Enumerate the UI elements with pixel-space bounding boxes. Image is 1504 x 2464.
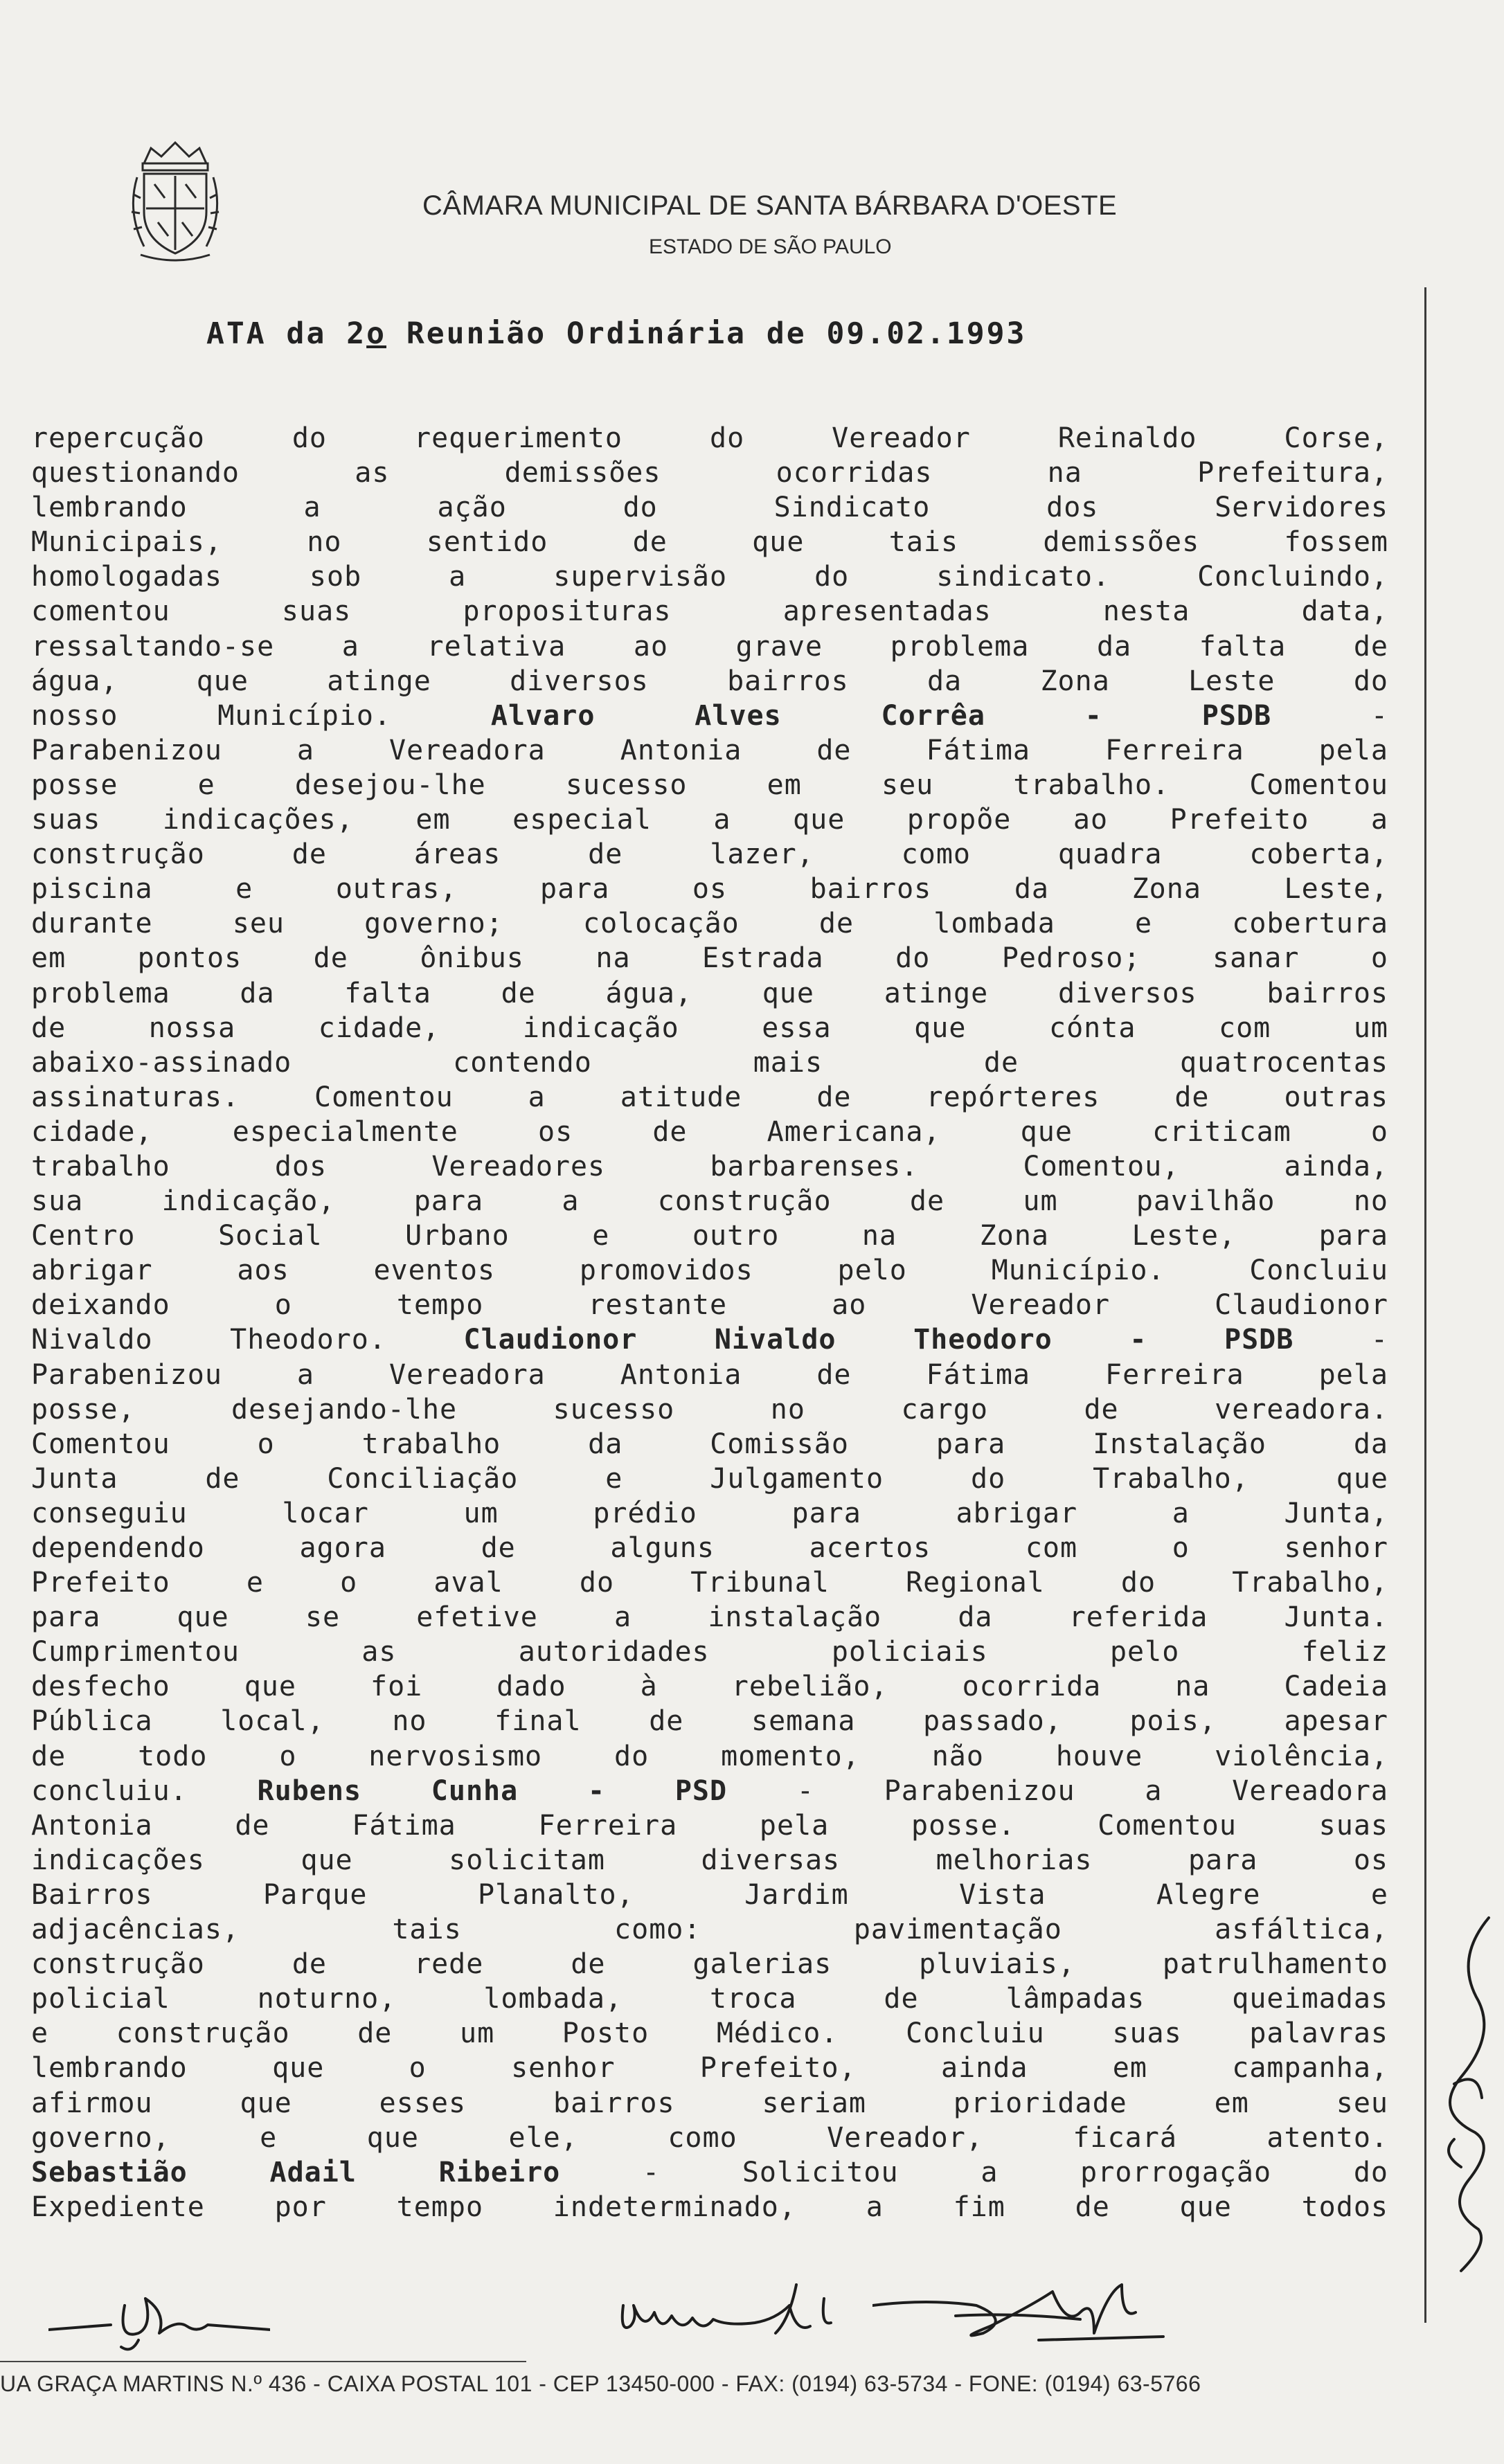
minutes-line [31,525,1388,559]
margin-signature-icon [1413,1904,1503,2292]
line-text: trabalho dos Vereadores barbarenses. Comentou, ainda, [31,1150,1388,1182]
minutes-title [206,316,1026,351]
speaker-name: Rubens Cunha - PSD [257,1774,728,1807]
minutes-line [31,1704,1388,1738]
minutes-line [31,1184,1388,1218]
minutes-line [31,1218,1388,1253]
minutes-line [31,699,1388,733]
minutes-line [31,1635,1388,1669]
line-text: conseguiu locar um prédio para abrigar a Junta, [31,1497,1388,1529]
line-text: indicações que solicitam diversas melhorias para os [31,1844,1388,1876]
minutes-line [31,559,1388,594]
line-text: Comentou o trabalho da Comissão para Instalação da [31,1428,1388,1460]
minutes-line [31,1669,1388,1704]
title-suffix: Reunião Ordinária de 09.02.1993 [386,316,1027,351]
line-text: água, que atinge diversos bairros da Zona Leste do [31,665,1388,697]
line-text: homologadas sob a supervisão do sindicato. Concluindo, [31,561,1388,593]
minutes-line [31,872,1388,906]
line-text: Expediente por tempo indeterminado, a fim de que todos [31,2191,1388,2223]
minutes-line [31,1322,1388,1357]
minutes-line [31,1462,1388,1496]
minutes-line [31,1253,1388,1288]
minutes-line [31,1774,1388,1808]
minutes-line [31,1808,1388,1843]
line-text: Cumprimentou as autoridades policiais pelo feliz [31,1636,1388,1669]
municipal-seal-icon [123,136,227,267]
line-text: repercução do requerimento do Vereador Reinaldo Corse, [31,422,1388,454]
minutes-line [31,1115,1388,1149]
minutes-line [31,1981,1388,2016]
line-text: abaixo-assinado contendo mais de quatrocentas [31,1046,1388,1079]
minutes-line [31,1739,1388,1774]
minutes-line [31,1045,1388,1080]
state-name: ESTADO DE SÃO PAULO [649,235,892,258]
minutes-line [31,2121,1388,2155]
minutes-line [31,1358,1388,1392]
line-text: abrigar aos eventos promovidos pelo Município. Concluiu [31,1255,1388,1287]
minutes-line [31,1427,1388,1462]
line-text: comentou suas proposituras apresentadas nesta data, [31,595,1388,628]
minutes-line [31,1149,1388,1184]
line-text: Municipais, no sentido de que tais demissões fossem [31,526,1388,559]
line-text: questionando as demissões ocorridas na Prefeitura, [31,457,1388,489]
line-text: lembrando a ação do Sindicato dos Servidores [31,492,1388,524]
line-text: lembrando que o senhor Prefeito, ainda em campanha, [31,2052,1388,2085]
minutes-line [31,1600,1388,1635]
line-text: problema da falta de água, que atinge diversos bairros [31,977,1388,1009]
minutes-line [31,2155,1388,2190]
minutes-line [31,1947,1388,1981]
minutes-line [31,1843,1388,1878]
minutes-line [31,1878,1388,1912]
line-text: suas indicações, em especial a que propõe ao Prefeito a [31,804,1388,836]
line-text: em pontos de ônibus na Estrada do Pedroso; sanar o [31,942,1388,975]
line-text: durante seu governo; colocação de lombada e cobertura [31,908,1388,940]
line-text: Parabenizou a Vereadora Antonia de Fátima Ferreira pela [31,734,1388,766]
line-text: de todo o nervosismo do momento, não houve violência, [31,1740,1388,1772]
line-text: construção de áreas de lazer, como quadra coberta, [31,838,1388,871]
line-text: nosso Município. [31,699,491,732]
line-text: de nossa cidade, indicação essa que cónta com um [31,1011,1388,1044]
line-text: dependendo agora de alguns acertos com o senhor [31,1532,1388,1564]
signature-right-icon [872,2264,1177,2354]
line-text: - [1271,699,1388,732]
minutes-line [31,629,1388,664]
minutes-line [31,2051,1388,2085]
line-text: adjacências, tais como: pavimentação asfáltica, [31,1914,1388,1946]
line-text: Pública local, no final de semana passado, pois, apesar [31,1705,1388,1738]
minutes-line [31,664,1388,699]
minutes-line [31,490,1388,525]
title-prefix: ATA da 2 [206,316,367,351]
line-text: concluiu. [31,1774,258,1807]
line-text: policial noturno, lombada, troca de lâmpadas queimadas [31,1983,1388,2015]
minutes-line [31,906,1388,941]
line-text: e construção de um Posto Médico. Concluiu suas palavras [31,2017,1388,2050]
minutes-line [31,1565,1388,1600]
line-text: posse, desejando-lhe sucesso no cargo de vereadora. [31,1393,1388,1426]
minutes-line [31,1531,1388,1565]
line-text: Junta de Conciliação e Julgamento do Trabalho, que [31,1462,1388,1495]
line-text: para que se efetive a instalação da referida Junta. [31,1601,1388,1634]
minutes-line [31,456,1388,490]
minutes-line [31,768,1388,802]
minutes-line [31,976,1388,1011]
line-text: sua indicação, para a construção de um pavilhão no [31,1185,1388,1218]
line-text: afirmou que esses bairros seriam prioridade em seu [31,2087,1388,2119]
signature-center-icon [616,2257,872,2354]
minutes-line [31,733,1388,768]
line-text: governo, e que ele, como Vereador, ficará atento. [31,2121,1388,2154]
minutes-line [31,594,1388,629]
minutes-line [31,2016,1388,2051]
minutes-line [31,802,1388,837]
title-ordinal: o [366,316,386,351]
institution-name: CÂMARA MUNICIPAL DE SANTA BÁRBARA D'OESTE [422,190,1118,221]
footer-divider [0,2361,526,2362]
minutes-line [31,1288,1388,1322]
line-text: - Parabenizou a Vereadora [727,1774,1388,1807]
line-text: Parabenizou a Vereadora Antonia de Fátima Ferreira pela [31,1358,1388,1391]
line-text: posse e desejou-lhe sucesso em seu trabalho. Comentou [31,768,1388,801]
line-text: construção de rede de galerias pluviais, patrulhamento [31,1948,1388,1981]
line-text: Bairros Parque Planalto, Jardim Vista Alegre e [31,1878,1388,1911]
line-text: Prefeito e o aval do Tribunal Regional do Trabalho, [31,1567,1388,1599]
minutes-line [31,1080,1388,1115]
speaker-name: Claudionor Nivaldo Theodoro - PSDB [463,1324,1294,1356]
footer-address: UA GRAÇA MARTINS N.º 436 - CAIXA POSTAL 101 - CEP 13450-000 - FAX: (0194) 63-5734 - FONE: (0194) 63-5766 [0,2371,1201,2396]
line-text: Centro Social Urbano e outro na Zona Leste, para [31,1220,1388,1252]
minutes-line [31,1496,1388,1531]
minutes-line [31,1011,1388,1045]
minutes-line [31,1912,1388,1947]
line-text: - Solicitou a prorrogação do [560,2156,1388,2188]
signature-left-icon [48,2264,270,2354]
line-text: cidade, especialmente os de Americana, que criticam o [31,1115,1388,1148]
minutes-body [31,421,1388,2224]
minutes-line [31,2190,1388,2224]
minutes-line [31,421,1388,456]
speaker-name: Alvaro Alves Corrêa - PSDB [490,699,1272,732]
minutes-line [31,2086,1388,2121]
line-text: assinaturas. Comentou a atitude de repórteres de outras [31,1081,1388,1113]
speaker-name: Sebastião Adail Ribeiro [31,2156,561,2188]
minutes-line [31,837,1388,872]
line-text: - [1293,1324,1388,1356]
minutes-line [31,1392,1388,1427]
line-text: desfecho que foi dado à rebelião, ocorrida na Cadeia [31,1671,1388,1703]
line-text: ressaltando-se a relativa ao grave problema da falta de [31,630,1388,663]
line-text: deixando o tempo restante ao Vereador Claudionor [31,1289,1388,1322]
line-text: piscina e outras, para os bairros da Zona Leste, [31,873,1388,906]
line-text: Antonia de Fátima Ferreira pela posse. Comentou suas [31,1809,1388,1842]
minutes-line [31,941,1388,975]
line-text: Nivaldo Theodoro. [31,1324,464,1356]
